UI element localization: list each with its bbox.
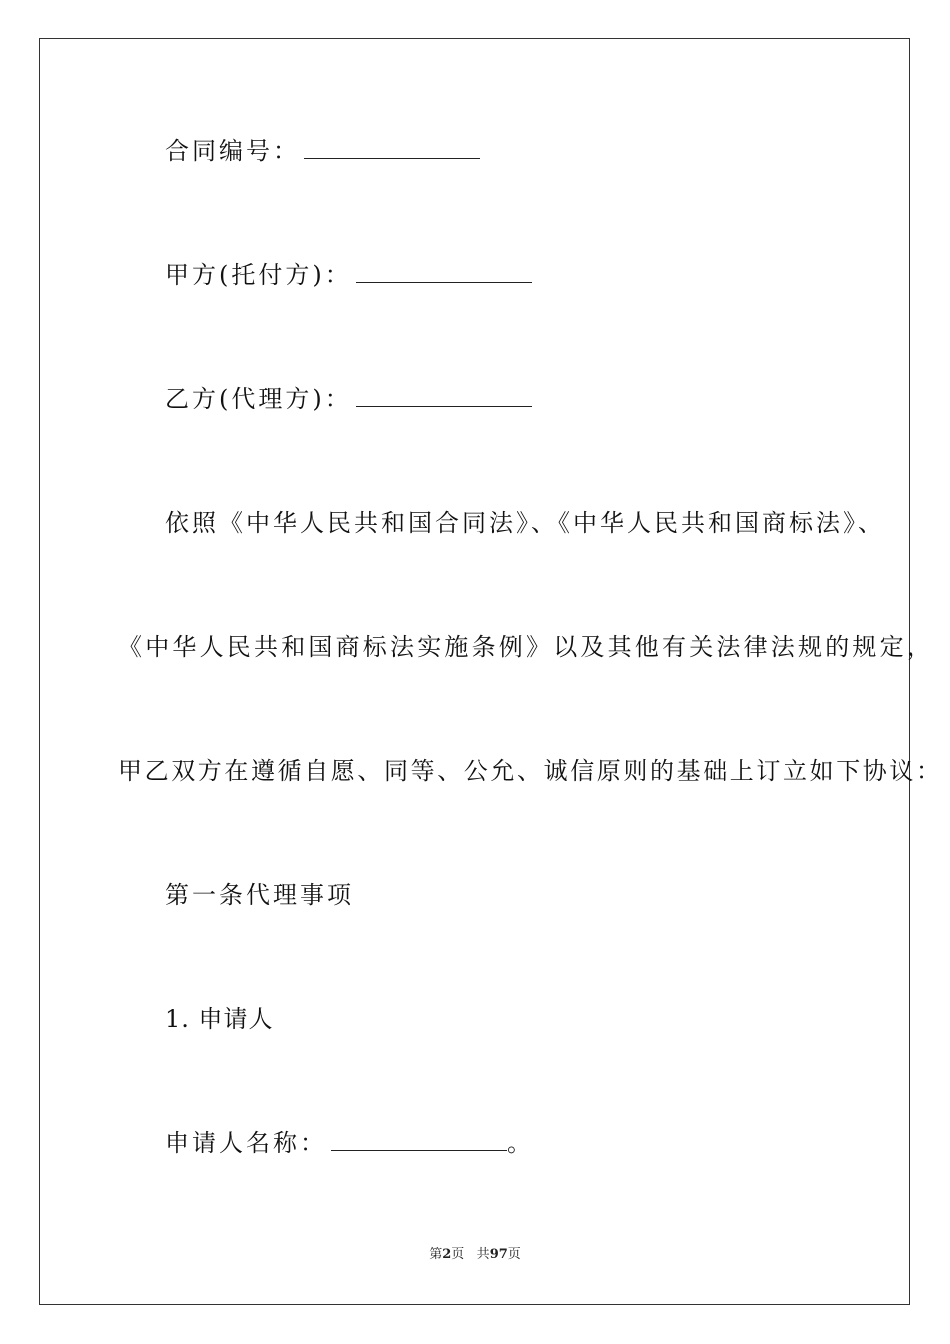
applicant-name-line <box>165 1128 534 1158</box>
page-prefix: 第 <box>429 1247 443 1262</box>
total-suffix: 页 <box>507 1247 521 1262</box>
intro-paragraph-line-1: 依照《中华人民共和国合同法》、《中华人民共和国商标法》、 <box>165 509 885 537</box>
contract-number-blank[interactable] <box>304 138 480 159</box>
item-1-applicant: 1. 申请人 <box>165 1005 274 1033</box>
page-number: 2 <box>442 1247 452 1262</box>
party-b-line <box>165 384 532 414</box>
page-suffix: 页 <box>451 1247 465 1262</box>
article-1-title: 第一条代理事项 <box>165 881 354 909</box>
intro-paragraph-line-3: 甲乙双方在遵循自愿、同等、公允、诚信原则的基础上订立如下协议： <box>118 757 943 785</box>
party-a-line <box>165 260 532 290</box>
contract-number-label: 合同编号： <box>165 137 300 165</box>
contract-number-line <box>165 136 480 166</box>
total-prefix: 共 <box>476 1247 490 1262</box>
party-b-blank[interactable] <box>356 386 532 407</box>
page-border <box>39 38 910 1305</box>
intro-paragraph-line-2: 《中华人民共和国商标法实施条例》以及其他有关法律法规的规定， <box>118 633 934 661</box>
total-pages: 97 <box>489 1247 508 1262</box>
applicant-name-blank[interactable] <box>331 1130 507 1151</box>
applicant-name-label: 申请人名称： <box>165 1129 327 1157</box>
party-b-label: 乙方(代理方)： <box>165 385 352 413</box>
page-footer <box>0 1246 950 1264</box>
applicant-name-period: 。 <box>507 1129 534 1157</box>
party-a-label: 甲方(托付方)： <box>165 261 352 289</box>
party-a-blank[interactable] <box>356 262 532 283</box>
